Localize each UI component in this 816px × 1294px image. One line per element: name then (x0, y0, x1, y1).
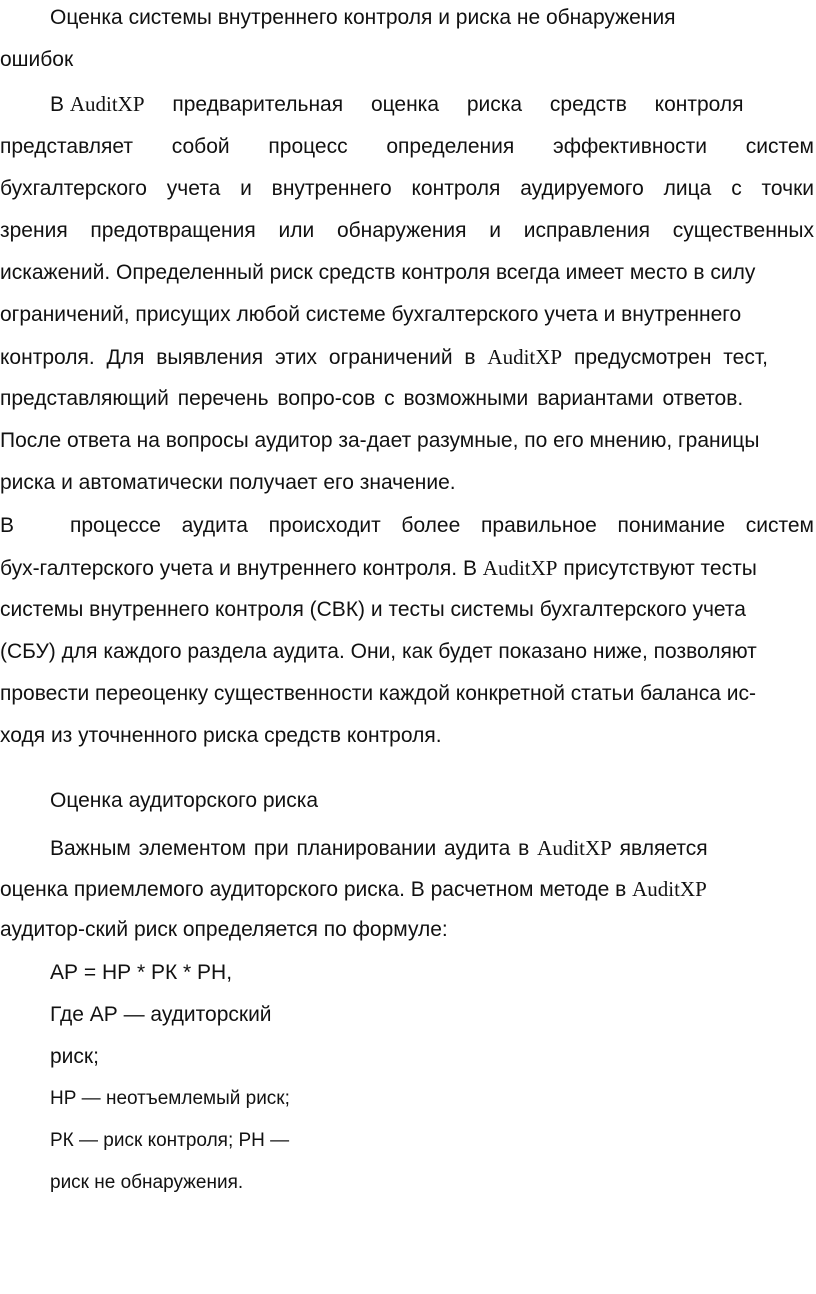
paragraph-3-line-2: оценка приемлемого аудиторского риска. В расчетном методе в AuditXP (0, 877, 707, 901)
paragraph-1-line-3: бухгалтерского учета и внутреннего контроля аудируемого лица с точки (0, 177, 814, 200)
paragraph-2-line-5: провести переоценку существенности каждой конкретной статьи баланса ис- (0, 682, 757, 705)
paragraph-1-line-7: контроля. Для выявления этих ограничений в AuditXP предусмотрен тест, (0, 345, 768, 369)
section-heading-continued (0, 45, 814, 75)
formula-expression: АР = НР * РК * РН, (50, 961, 233, 984)
paragraph-1-line-8: представляющий перечень вопро-сов с возможными вариантами ответов. (0, 387, 744, 410)
formula-where-line-2: риск; (50, 1045, 99, 1068)
brand-name: AuditXP (482, 556, 558, 580)
heading-text-line-2: ошибок (0, 48, 74, 71)
paragraph-2-line-6: ходя из уточненного риска средств контроля. (0, 724, 442, 747)
brand-name: AuditXP (632, 877, 707, 901)
paragraph-1-line-1: В AuditXP предварительная оценка риска средств контроля (50, 92, 744, 116)
heading-text-line-1: Оценка системы внутреннего контроля и риска не обнаружения (50, 6, 676, 29)
paragraph-3-line-1: Важным элементом при планировании аудита в AuditXP является (50, 836, 708, 860)
paragraph-2-line-1: В процессе аудита происходит более правильное понимание систем (0, 514, 814, 537)
paragraph-1-line-9: После ответа на вопросы аудитор за-дает разумные, по его мнению, границы (0, 429, 760, 452)
paragraph-1-line-4: зрения предотвращения или обнаружения и исправления существенных (0, 219, 814, 242)
paragraph-2-line-4: (СБУ) для каждого раздела аудита. Они, как будет показано ниже, позволяют (0, 640, 757, 663)
paragraph-2-line-3: системы внутреннего контроля (СВК) и тесты системы бухгалтерского учета (0, 598, 746, 621)
paragraph-1-line-10: риска и автоматически получает его значение. (0, 471, 456, 494)
brand-name: AuditXP (69, 92, 145, 116)
paragraph-1-line-5: искажений. Определенный риск средств контроля всегда имеет место в силу (0, 261, 756, 284)
formula-where-line-1: Где АР — аудиторский (50, 1003, 272, 1026)
brand-name: AuditXP (537, 836, 612, 860)
paragraph-1-line-2: представляет собой процесс определения эффективности систем (0, 135, 814, 158)
formula-rk-definition: РК — риск контроля; РН — (50, 1130, 290, 1151)
paragraph-3-line-3: аудитор-ский риск определяется по формуле: (0, 918, 448, 941)
formula-rn-definition: риск не обнаружения. (50, 1172, 244, 1193)
section-heading-2: Оценка аудиторского риска (50, 789, 319, 812)
paragraph-1-line-6: ограничений, присущих любой системе бухгалтерского учета и внутреннего (0, 303, 742, 326)
paragraph-2-line-2: бух-галтерского учета и внутреннего контроля. В AuditXP присутствуют тесты (0, 556, 757, 580)
brand-name: AuditXP (487, 345, 563, 369)
section-heading (50, 3, 810, 33)
formula-nr-definition: НР — неотъемлемый риск; (50, 1088, 290, 1109)
